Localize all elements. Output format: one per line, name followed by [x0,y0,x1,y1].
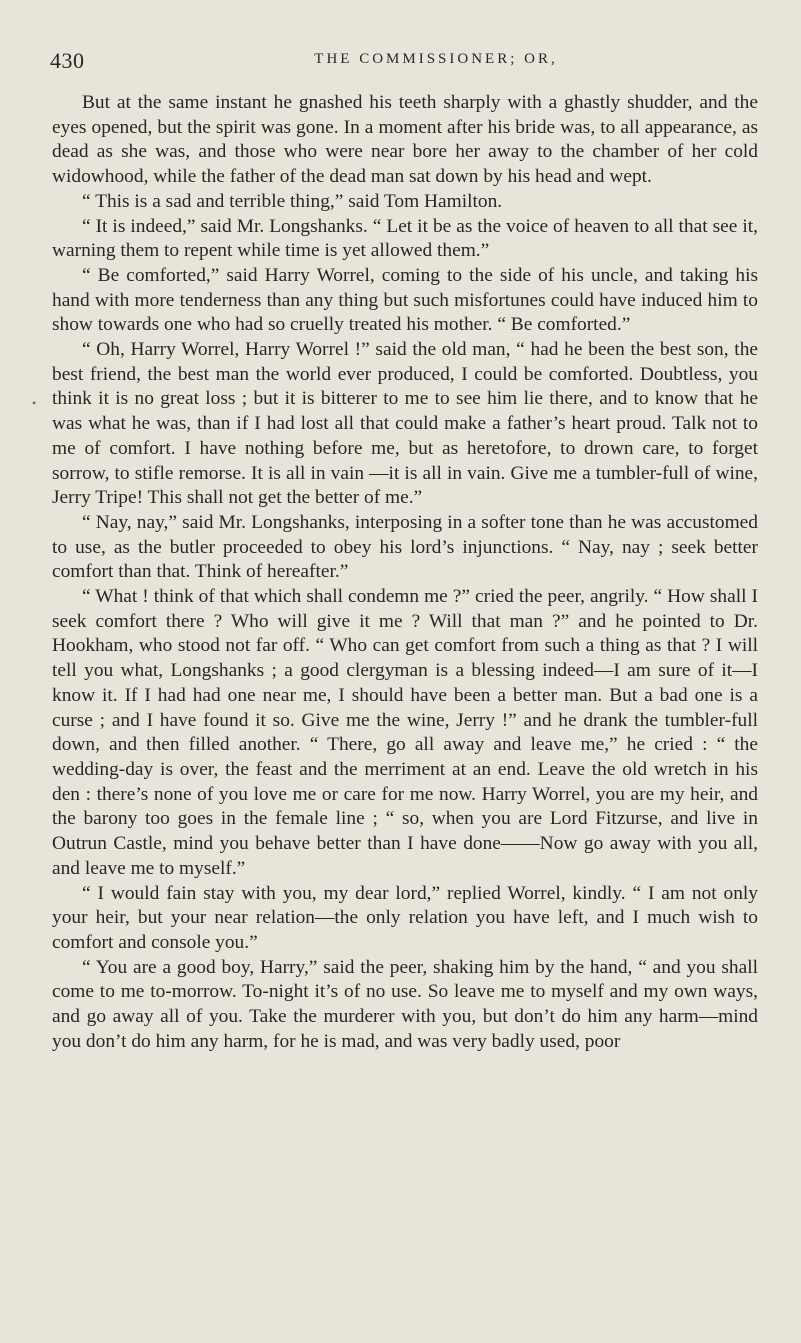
running-title: THE COMMISSIONER; OR, [314,51,558,67]
paragraph: “ This is a sad and terrible thing,” said Tom Hamilton. [82,190,503,212]
paragraph: But at the same instant he gnashed his teeth sharply with a ghastly shudder, and the eyes opened, but the spirit was gone. In a moment after his bride was, to all appearance, as dead as she was, and those who were near bore her away to the chamber of her cold widowhood, while the father of the dead man sat down by his head and wept. [52,92,758,188]
paragraph: “ Be comforted,” said Harry Worrel, coming to the side of his uncle, and taking his hand with more tenderness than any thing but such misfortunes could have induced him to show towards one who had so cruelly treated his mother. “ Be comforted.” [52,264,758,336]
running-head [50,48,764,78]
page-number: 430 [50,48,85,73]
paragraph: “ Oh, Harry Worrel, Harry Worrel !” said the old man, “ had he been the best son, the best friend, the best man the world ever produced, I could be comforted. Doubtless, you think it is no great loss ; but it is bitterer to me to see him lie there, and to know that he was what he was, than if I had lost all that could make a father’s heart proud. Talk not to me of comfort. I have nothing before me, but as heretofore, to drown care, to forget sorrow, to stifle remorse. It is all in vain —it is all in vain. Give me a tumbler-full of wine, Jerry Tripe! This shall not get the better of me.” [52,339,758,509]
margin-speck: • [32,396,37,410]
paragraph: “ What ! think of that which shall condemn me ?” cried the peer, angrily. “ How shall I seek comfort there ? Who will give it me ? Will that man ?” and he pointed to Dr. Hookham, who stood not far off. “ Who can get comfort from such a thing as that ? I will tell you what, Longshanks ; a good clergyman is a blessing indeed—I am sure of it—I know it. If I had had one near me, I should have been a better man. But a bad one is a curse ; and I have found it so. Give me the wine, Jerry !” and he drank the tumbler-full down, and then filled another. “ There, go all away and leave me,” he cried : “ the wedding-day is over, the feast and the merriment at an end. Leave the old wretch in his den : there’s none of you love me or care for me now. Harry Worrel, you are my heir, and the barony too goes in the female line ; “ so, when you are Lord Fitzurse, and live in Outrun Castle, mind you behave better than I have done——Now go away with you all, and leave me to myself.” [52,586,758,879]
body-text [52,91,758,1054]
paragraph: “ Nay, nay,” said Mr. Longshanks, interposing in a softer tone than he was accustomed to use, as the butler proceeded to obey his lord’s injunctions. “ Nay, nay ; seek better comfort than that. Think of hereafter.” [52,511,758,583]
paragraph: “ I would fain stay with you, my dear lord,” replied Worrel, kindly. “ I am not only your heir, but your near relation—the only relation you have left, and I much wish to comfort and console you.” [52,882,758,953]
paragraph: “ You are a good boy, Harry,” said the peer, shaking him by the hand, “ and you shall come to me to-morrow. To-night it’s of no use. So leave me to myself and my own ways, and go away all of you. Take the murderer with you, but don’t do him any harm—mind you don’t do him any harm, for he is mad, and was very badly used, poor [52,956,758,1052]
paragraph: “ It is indeed,” said Mr. Longshanks. “ Let it be as the voice of heaven to all that see it, warning them to repent while time is yet allowed them.” [52,215,758,262]
